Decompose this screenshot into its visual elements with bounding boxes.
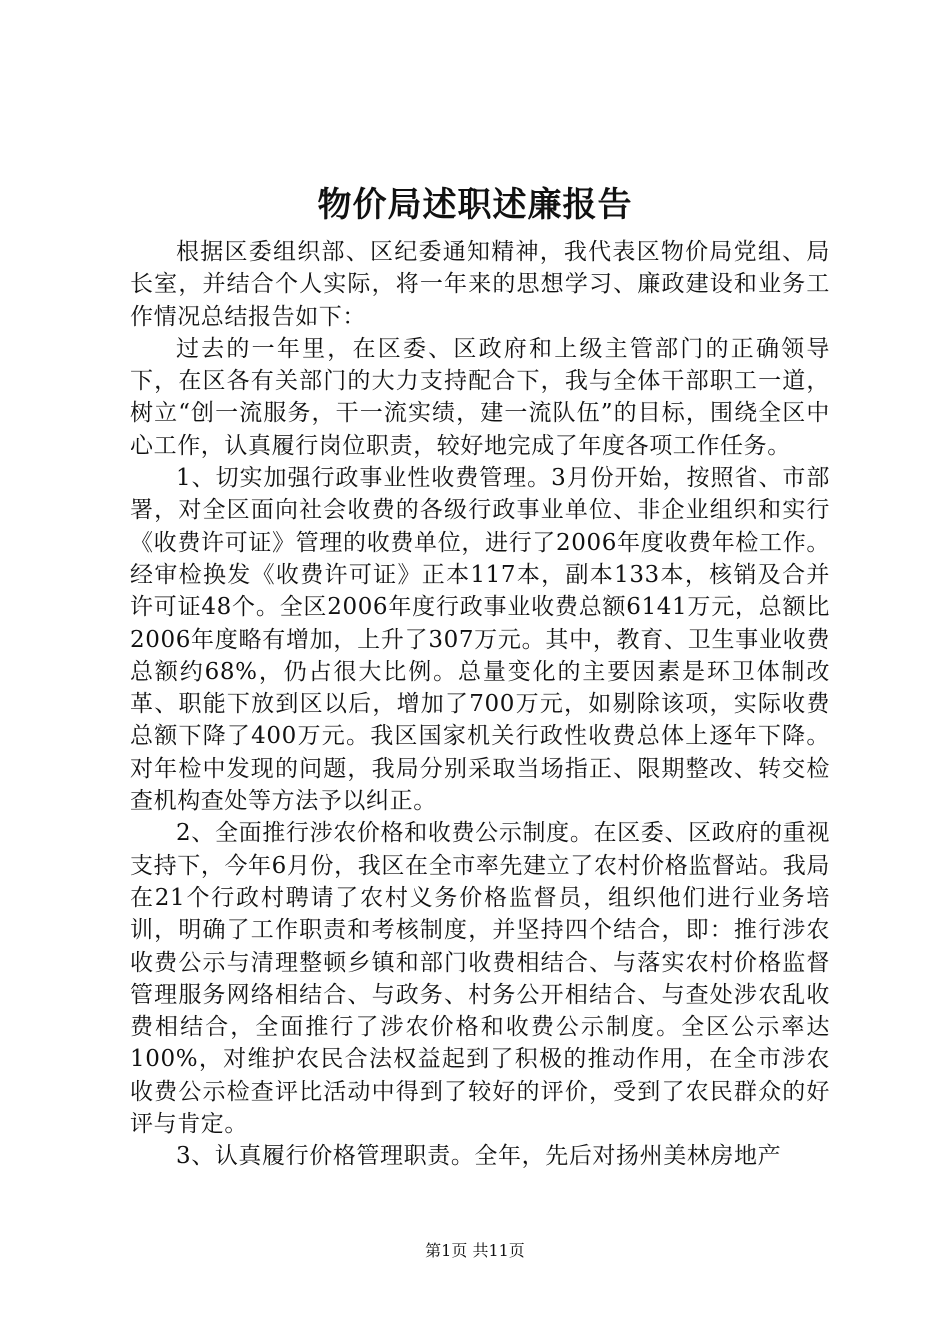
paragraph-item-1: 1、切实加强行政事业性收费管理。3月份开始，按照省、市部署，对全区面向社会收费的各级行政事业单位、非企业组织和实行《收费许可证》管理的收费单位，进行了2006年度收费年检工作。经审检换发《收费许可证》正本117本，副本133本，核销及合并许可证48个。全区2006年度行政事业收费总额6141万元，总额比2006年度略有增加，上升了307万元。其中，教育、卫生事业收费总额约68%，仍占很大比例。总量变化的主要因素是环卫体制改革、职能下放到区以后，增加了700万元，如剔除该项，实际收费总额下降了400万元。我区国家机关行政性收费总体上逐年下降。对年检中发现的问题，我局分别采取当场指正、限期整改、转交检查机构查处等方法予以纠正。 — [130, 465, 830, 815]
paragraph-overview: 过去的一年里，在区委、区政府和上级主管部门的正确领导下，在区各有关部门的大力支持配合下，我与全体干部职工一道，树立“创一流服务，干一流实绩，建一流队伍”的目标，围绕全区中心工作，认真履行岗位职责，较好地完成了年度各项工作任务。 — [130, 335, 830, 459]
document-body — [130, 236, 830, 1173]
paragraph-item-2: 2、全面推行涉农价格和收费公示制度。在区委、区政府的重视支持下，今年6月份，我区在全市率先建立了农村价格监督站。我局在21个行政村聘请了农村义务价格监督员，组织他们进行业务培训，明确了工作职责和考核制度，并坚持四个结合，即：推行涉农收费公示与清理整顿乡镇和部门收费相结合、与落实农村价格监督管理服务网络相结合、与政务、村务公开相结合、与查处涉农乱收费相结合，全面推行了涉农价格和收费公示制度。全区公示率达100%，对维护农民合法权益起到了积极的推动作用，在全市涉农收费公示检查评比活动中得到了较好的评价，受到了农民群众的好评与肯定。 — [130, 820, 830, 1138]
paragraph-intro: 根据区委组织部、区纪委通知精神，我代表区物价局党组、局长室，并结合个人实际，将一年来的思想学习、廉政建设和业务工作情况总结报告如下： — [130, 239, 830, 330]
page-footer: 第1页 共11页 — [425, 1241, 525, 1260]
paragraph-item-3: 3、认真履行价格管理职责。全年，先后对扬州美林房地产 — [176, 1143, 782, 1170]
document-title: 物价局述职述廉报告 — [317, 185, 633, 225]
